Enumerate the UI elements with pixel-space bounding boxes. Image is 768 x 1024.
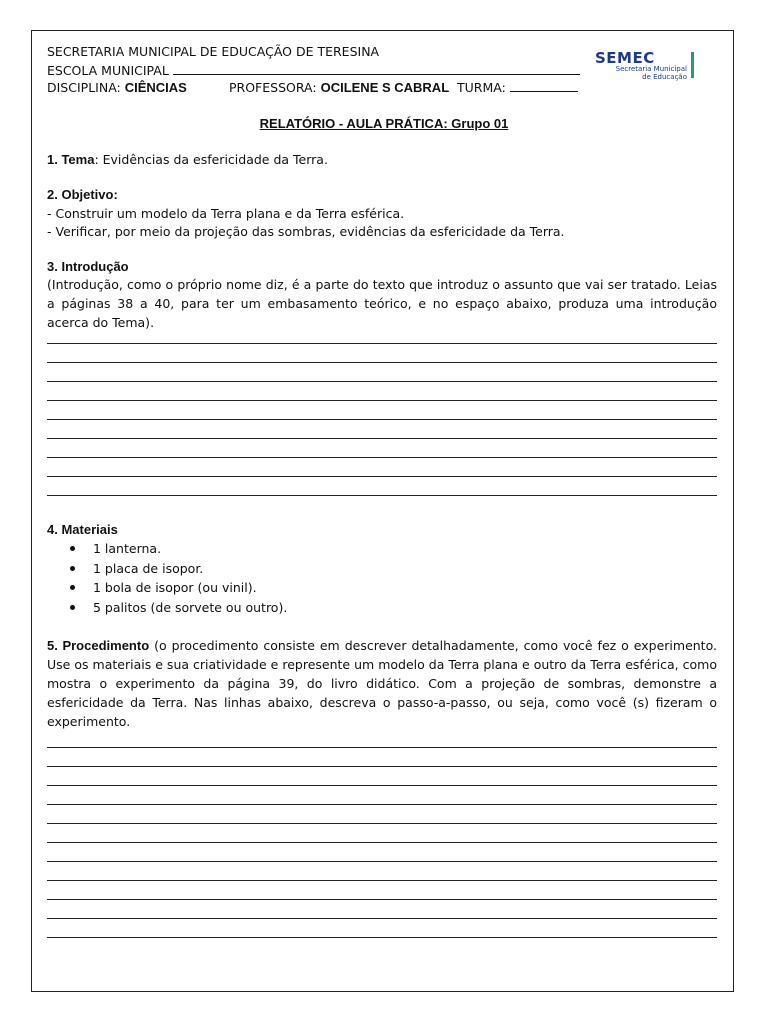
semec-logo — [593, 51, 695, 81]
tema-text: : Evidências da esfericidade da Terra. — [94, 152, 328, 167]
procedimento-text: (o procedimento consiste em descrever detalhadamente, como você fez o experimento. Use os materiais e sua criatividade e represente um modelo da Terra plana e outro da Terra esférica, como mostra o experimento da página 39, do livro didático. Com a projeção de sombras, demonstre a esfericidade da Terra. Nas linhas abaixo, descreva o passo-a-passo, ou seja, como você (s) fizeram o experimento. — [47, 638, 717, 729]
page-border — [31, 30, 734, 992]
writing-line[interactable] — [47, 343, 717, 344]
tema-heading: 1. Tema — [47, 152, 95, 167]
school-label: ESCOLA MUNICIPAL — [47, 63, 169, 78]
materiais-item-text: 1 lanterna. — [93, 541, 162, 556]
introducao-heading: 3. Introdução — [47, 259, 129, 274]
materiais-item-text: 1 bola de isopor (ou vinil). — [93, 580, 257, 595]
writing-line[interactable] — [47, 899, 717, 900]
writing-line[interactable] — [47, 842, 717, 843]
writing-line[interactable] — [47, 785, 717, 786]
writing-line[interactable] — [47, 495, 717, 496]
teacher-label: PROFESSORA: — [229, 80, 317, 95]
report-title — [0, 116, 768, 131]
writing-line[interactable] — [47, 747, 717, 748]
header-secretaria: SECRETARIA MUNICIPAL DE EDUCAÇÃO DE TERESINA — [47, 44, 380, 59]
writing-line[interactable] — [47, 457, 717, 458]
writing-line[interactable] — [47, 918, 717, 919]
writing-line[interactable] — [47, 400, 717, 401]
class-blank[interactable] — [510, 80, 578, 92]
writing-line[interactable] — [47, 880, 717, 881]
logo-subtitle-line2: de Educação — [642, 72, 687, 81]
writing-line[interactable] — [47, 766, 717, 767]
materiais-item-text: 5 palitos (de sorvete ou outro). — [93, 599, 288, 615]
logo-bar — [691, 52, 694, 78]
section-tema — [47, 152, 328, 167]
writing-line[interactable] — [47, 362, 717, 363]
writing-line[interactable] — [47, 419, 717, 420]
objetivo-heading: 2. Objetivo: — [47, 187, 118, 202]
writing-line[interactable] — [47, 804, 717, 805]
logo-name: SEMEC — [595, 49, 655, 67]
list-item — [47, 598, 287, 618]
writing-line[interactable] — [47, 823, 717, 824]
objetivo-item: - Verificar, por meio da projeção das sombras, evidências da esfericidade da Terra. — [47, 224, 565, 239]
bullet-icon — [70, 605, 75, 610]
report-title-text: RELATÓRIO - AULA PRÁTICA: Grupo 01 — [259, 116, 509, 131]
discipline-label: DISCIPLINA: — [47, 80, 121, 95]
materiais-item-text: 1 placa de isopor. — [93, 560, 204, 576]
class-label: TURMA: — [457, 80, 506, 95]
procedimento-heading: 5. Procedimento — [47, 638, 150, 653]
list-item — [47, 578, 287, 598]
header-school-line — [47, 63, 580, 78]
objetivo-item: - Construir um modelo da Terra plana e da Terra esférica. — [47, 206, 405, 221]
teacher-value: OCILENE S CABRAL — [320, 80, 450, 95]
logo-subtitle-line1: Secretaria Municipal — [615, 65, 687, 73]
materiais-heading: 4. Materiais — [47, 522, 118, 537]
writing-line[interactable] — [47, 937, 717, 938]
writing-line[interactable] — [47, 381, 717, 382]
school-blank[interactable] — [173, 63, 580, 75]
header-teacher — [229, 80, 449, 95]
header-discipline-line — [47, 80, 187, 95]
bullet-icon — [70, 566, 75, 571]
list-item — [47, 539, 287, 559]
discipline-value: CIÊNCIAS — [124, 80, 187, 95]
logo-subtitle — [593, 66, 687, 81]
bullet-icon — [70, 546, 75, 551]
writing-line[interactable] — [47, 438, 717, 439]
writing-line[interactable] — [47, 476, 717, 477]
materiais-list — [47, 539, 287, 617]
introducao-text: (Introdução, como o próprio nome diz, é a parte do texto que introduz o assunto que vai ser tratado. Leias a páginas 38 a 40, para ter um embasamento teórico, e no espaço abaixo, produza uma introdução acerca do Tema). — [47, 277, 717, 330]
procedimento-text-block — [47, 636, 717, 731]
bullet-icon — [70, 585, 75, 590]
list-item — [47, 559, 287, 579]
writing-line[interactable] — [47, 861, 717, 862]
header-class — [457, 80, 578, 95]
